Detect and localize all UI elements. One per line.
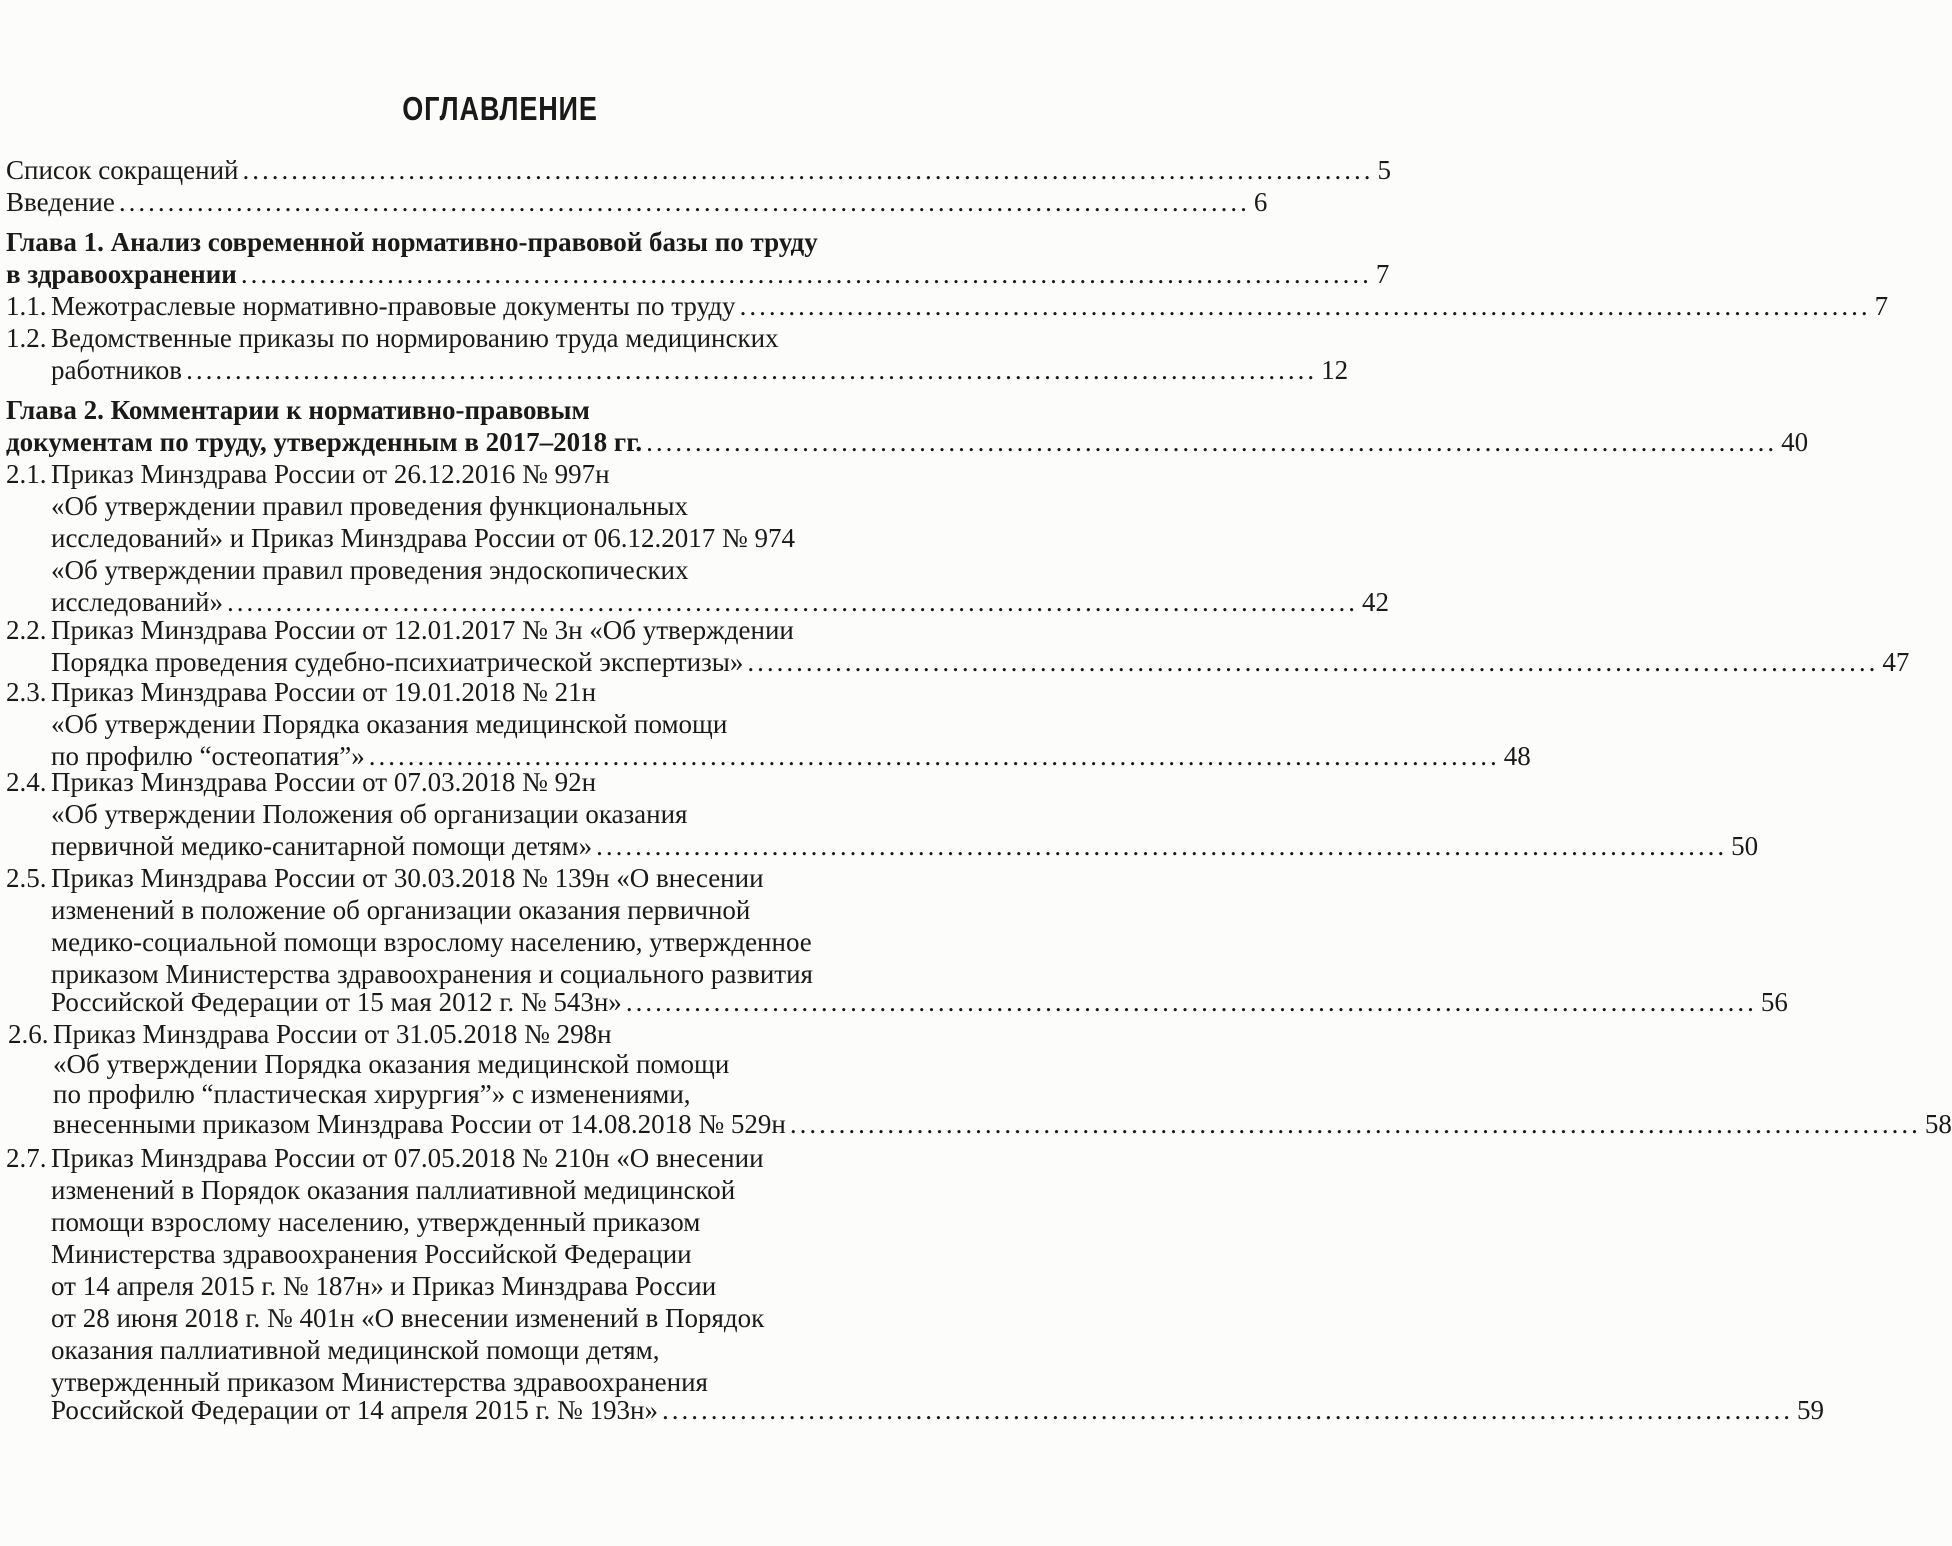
leader-dots: .................................................................................................................... [242,155,1374,185]
entry-text-line: медико-социальной помощи взрослому населению, утвержденное [51,927,812,957]
entry-text-line: изменений в Порядок оказания паллиативной медицинской [51,1175,736,1205]
page-number: 7 [1375,259,1390,289]
entry-text: по профилю “остеопатия”» [51,741,365,771]
entry-text: работников [51,355,183,385]
toc-entry-2-7-cont[interactable] [51,1394,1824,1426]
leader-dots: .................................................................................................................... [368,741,1500,771]
page-title: ОГЛАВЛЕНИЕ [402,90,598,127]
page-number: 50 [1731,831,1759,861]
entry-text-line: исследований» и Приказ Минздрава России от 06.12.2017 № 974 [51,523,796,553]
toc-entry-2-4[interactable] [6,766,596,798]
entry-text: Приказ Минздрава России от 31.05.2018 № 298н [53,1019,612,1049]
entry-text-line: оказания паллиативной медицинской помощи детям, [51,1335,660,1365]
entry-text: Приказ Минздрава России от 26.12.2016 № 997н [51,459,610,489]
page-number: 6 [1253,187,1268,217]
page-number: 59 [1796,1395,1824,1425]
entry-text: первичной медико-санитарной помощи детям» [51,831,593,861]
entry-text-line: Министерства здравоохранения Российской Федерации [51,1239,692,1269]
toc-entry-2-6-cont[interactable] [53,1108,1952,1140]
leader-dots: .................................................................................................................... [240,259,1372,289]
toc-entry-2-2[interactable] [6,614,794,646]
entry-text-line: «Об утверждении Порядка оказания медицинской помощи [51,709,728,739]
page-number: 42 [1361,587,1389,617]
entry-text: Список сокращений [6,155,239,185]
entry-text-line: «Об утверждении правил проведения функциональных [51,491,688,521]
entry-text-line: помощи взрослому населению, утвержденный приказом [51,1207,701,1237]
page-number: 5 [1377,155,1391,185]
toc-entry-2-2-cont[interactable] [51,646,1910,678]
leader-dots: .................................................................................................................... [625,987,1757,1017]
leader-dots: .................................................................................................................... [661,1395,1793,1425]
entry-text: Ведомственные приказы по нормированию труда медицинских [51,323,779,353]
toc-entry-2-5[interactable] [6,862,764,894]
section-number: 2.1. [6,459,47,489]
section-number: 1.1. [6,291,47,321]
toc-entry-chapter-1[interactable] [6,258,1390,290]
leader-dots: .................................................................................................................... [186,355,1318,385]
leader-dots: .................................................................................................................... [739,291,1871,321]
entry-text-line: изменений в положение об организации оказания первичной [51,895,751,925]
toc-entry-1-2[interactable] [6,322,779,354]
toc-entry-introduction[interactable] [6,186,1268,218]
page-number: 40 [1781,427,1809,457]
entry-text: внесенными приказом Минздрава России от 14.08.2018 № 529н [53,1109,786,1139]
toc-entry-2-3[interactable] [6,676,596,708]
leader-dots: .................................................................................................................... [118,187,1250,217]
entry-text-line: утвержденный приказом Министерства здравоохранения [51,1367,708,1397]
toc-entry-2-6[interactable] [8,1018,612,1050]
entry-text-line: приказом Министерства здравоохранения и социального развития [51,959,813,989]
toc-entry-1-2-cont[interactable] [51,354,1349,386]
section-number: 2.4. [6,767,47,797]
section-number: 2.2. [6,615,47,645]
entry-text: Приказ Минздрава России от 30.03.2018 № 139н «О внесении [51,863,764,893]
entry-text: Порядка проведения судебно-психиатрической экспертизы» [51,647,744,677]
leader-dots: .................................................................................................................... [646,427,1778,457]
entry-text-line: «Об утверждении Положения об организации оказания [51,799,688,829]
page-number: 47 [1882,647,1910,677]
page-number: 48 [1503,741,1531,771]
leader-dots: .................................................................................................................... [596,831,1728,861]
entry-text: исследований» [51,587,223,617]
chapter-1-title-line[interactable]: Глава 1. Анализ современной нормативно-правовой базы по труду [6,227,818,257]
entry-text-line: по профилю “пластическая хирургия”» с изменениями, [53,1079,691,1109]
entry-text: Российской Федерации от 15 мая 2012 г. № 543н» [51,987,622,1017]
toc-entry-abbreviations[interactable] [6,154,1391,186]
chapter-2-title-line[interactable]: Глава 2. Комментарии к нормативно-правовым [6,395,590,425]
section-number: 2.6. [8,1019,49,1049]
entry-text: Приказ Минздрава России от 12.01.2017 № 3н «Об утверждении [51,615,794,645]
toc-entry-1-1[interactable] [6,290,1889,322]
entry-text-line: «Об утверждении правил проведения эндоскопических [51,555,689,585]
section-number: 1.2. [6,323,47,353]
leader-dots: .................................................................................................................... [789,1109,1921,1139]
entry-text: в здравоохранении [6,259,237,289]
entry-text: Приказ Минздрава России от 19.01.2018 № 21н [51,677,597,707]
entry-text-line: от 28 июня 2018 г. № 401н «О внесении изменений в Порядок [51,1303,765,1333]
toc-entry-2-7[interactable] [6,1142,764,1174]
page-number: 7 [1874,291,1889,321]
entry-text: документам по труду, утвержденным в 2017–2018 гг. [6,427,643,457]
page-number: 12 [1321,355,1349,385]
entry-text: Межотраслевые нормативно-правовые документы по труду [51,291,736,321]
leader-dots: .................................................................................................................... [226,587,1358,617]
entry-text-line: от 14 апреля 2015 г. № 187н» и Приказ Минздрава России [51,1271,717,1301]
section-number: 2.7. [6,1143,47,1173]
section-number: 2.5. [6,863,47,893]
section-number: 2.3. [6,677,47,707]
page-number: 58 [1924,1109,1952,1139]
toc-entry-2-4-cont[interactable] [51,830,1759,862]
entry-text-line: «Об утверждении Порядка оказания медицинской помощи [53,1049,730,1079]
entry-text: Российской Федерации от 14 апреля 2015 г. № 193н» [51,1395,658,1425]
leader-dots: .................................................................................................................... [747,647,1879,677]
toc-entry-chapter-2[interactable] [6,426,1809,458]
toc-entry-2-5-cont[interactable] [51,986,1788,1018]
page-number: 56 [1760,987,1788,1017]
entry-text: Приказ Минздрава России от 07.05.2018 № 210н «О внесении [51,1143,764,1173]
entry-text: Приказ Минздрава России от 07.03.2018 № 92н [51,767,597,797]
toc-entry-2-1[interactable] [6,458,610,490]
entry-text: Введение [6,187,115,217]
